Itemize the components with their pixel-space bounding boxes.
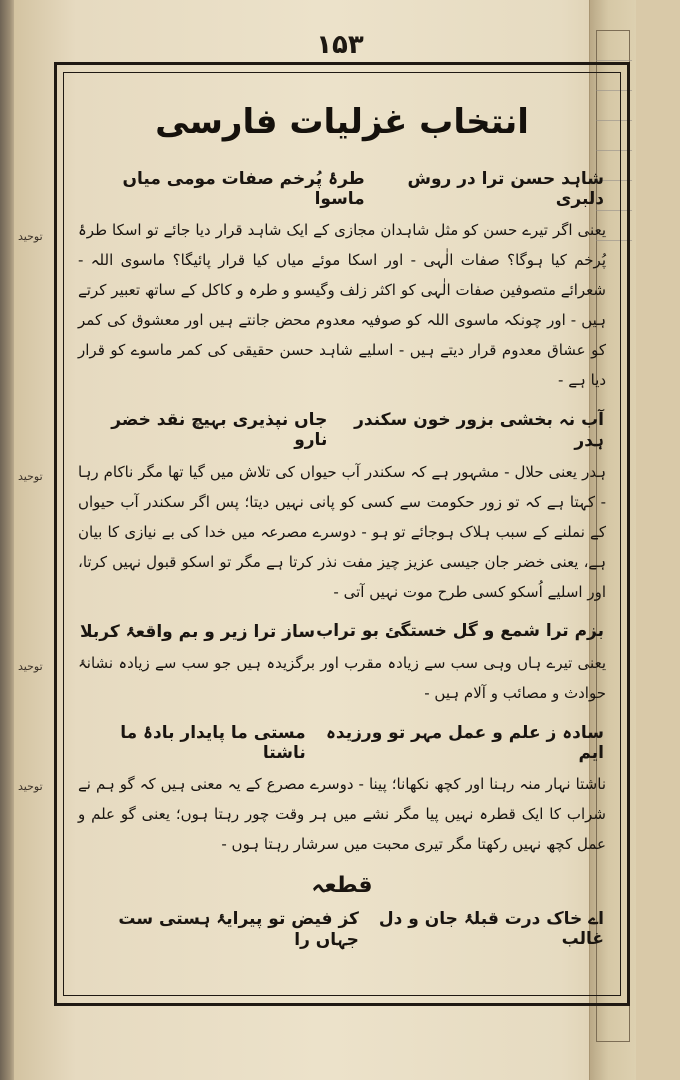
final-verse-first-hemistich: اے خاک درت قبلۂ جان و دل غالب [378,909,604,949]
verse-explanation: ناشتا نہار منہ رہنا اور کچھ نکھانا؛ پینا - دوسرے مصرع کے یہ معنی ہیں کہ گو ہم نے شراب کا ایک قطرہ نہیں پیا مگر نشے میں ہر وقت چور رہتا ہوں؛ یعنی گو علم و عمل کچھ نہیں رکھتا مگر تیری محبت میں سرشار رہتا ہوں - [78,775,606,853]
margin-note-tauheed-3: توحید [18,660,43,673]
final-verse-second-hemistich: کز فیض تو پیرایۂ ہستی ست جہاں را [118,909,359,950]
verse-couplet [80,621,604,642]
verse-first-hemistich: آب نہ بخشی بزور خون سکندر ہدر [354,410,604,451]
verse-first-hemistich: بزم ترا شمع و گل خستگئ بو تراب [316,621,604,641]
verse-couplet [80,722,604,763]
ghazal-section-1 [72,168,612,395]
verse-first-hemistich: شاہد حسن ترا در روش دلبری [407,169,604,209]
ghazal-section-2 [72,409,612,607]
final-verse-couplet [80,908,604,950]
ghazal-section-3 [72,621,612,708]
margin-note-tauheed-4: توحید [18,780,43,793]
verse-couplet [80,409,604,451]
page-title: انتخاب غزلیات فارسی [155,102,529,142]
page-content [72,84,612,988]
verse-second-hemistich: ساز ترا زیر و بم واقعۂ کربلا [80,622,316,642]
verse-first-hemistich: سادہ ز علم و عمل مہر تو ورزیدہ ایم [325,723,604,763]
verse-second-hemistich: طرۂ پُرخم صفات مومی میاں ماسوا [122,169,365,209]
margin-note-tauheed-2: توحید [18,470,43,483]
verse-explanation: ہدر یعنی حلال - مشہور ہے کہ سکندر آب حیواں کی تلاش میں گیا تھا مگر ناکام رہا - کہتا ہے کہ تو زور حکومت سے کسی کو پانی نہیں دیتا؛ پس اگر سکندر آب حیواں کے نملنے کے سبب ہلاک ہوجائے تو ہو - دوسرے مصرعہ میں خدا کی بے نیازی کا بیان ہے، یعنی خضر جان جیسی عزیز چیز مفت نذر کرتا ہے مگر تو اسکو قبول نہیں کرتا، اور اسلیے اُسکو کسی طرح موت نہیں آتی - [78,463,606,601]
page-number: ۱۵۳ [316,30,364,60]
verse-second-hemistich: جاں نپذیری بہیچ نقد خضر نارو [111,410,328,450]
margin-note-tauheed-1: توحید [18,230,43,243]
verse-explanation: یعنی اگر تیرے حسن کو مثل شاہدان مجازی کے ایک شاہد قرار دیا جائے تو اسکا طرۂ پُرخم کیا ہوگا؟ صفات الٰہی - اور اسکا موئے میاں کیا قرار پائیگا؟ ماسوی اللہ - شعرائے متصوفین صفات الٰہی کو اکثر زلف وگیسو و طرہ و کاکل کے ساتھ تعبیر کرتے ہیں - اور چونکہ ماسوی اللہ کو صوفیہ معدوم محض جانتے ہیں اور معشوق کی کمر کو عشاق معدوم قرار دیتے ہیں - اسلیے شاہد حسن حقیقی کی کمر ماسوے کو قرار دیا ہے - [78,221,606,389]
ghazal-section-4 [72,722,612,859]
qata-heading: قطعہ [311,873,373,898]
verse-couplet [80,168,604,209]
verse-second-hemistich: مستی ما پایدار بادۂ ما ناشتا [120,723,306,763]
verse-explanation: یعنی تیرے ہاں وہی سب سے زیادہ مقرب اور برگزیدہ ہیں جو سب سے زیادہ نشانۂ حوادث و مصائب و آلام ہیں - [78,654,606,702]
